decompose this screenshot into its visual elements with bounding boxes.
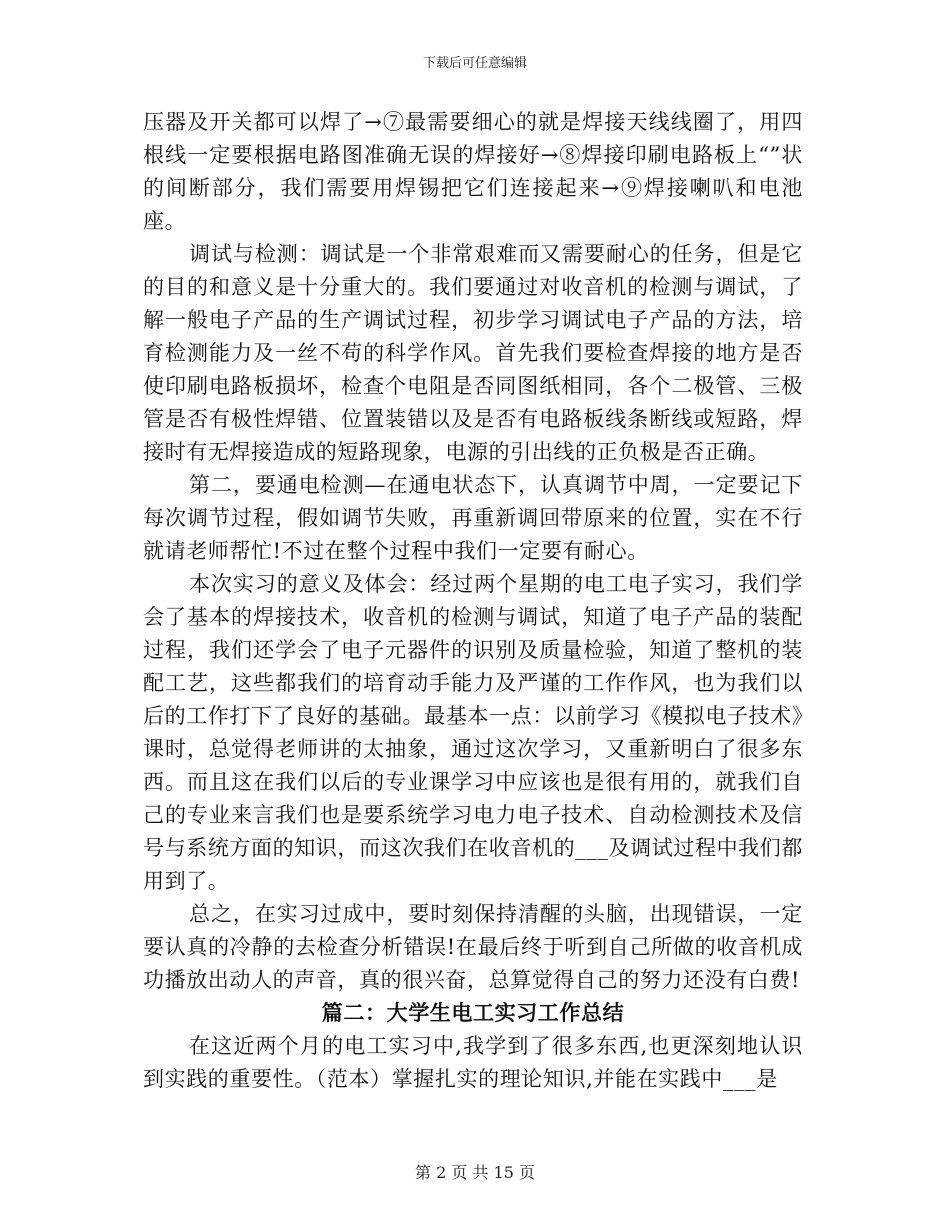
paragraph-2: 调试与检测：调试是一个非常艰难而又需要耐心的任务，但是它的目的和意义是十分重大的。我们要通过对收音机的检测与调试，了解一般电子产品的生产调试过程，初步学习调试电子产品的方法，培育检测能力及一丝不苟的科学作风。首先我们要检查焊接的地方是否使印刷电路板损坏，检查个电阻是否同图纸相同，各个二极管、三极管是否有极性焊错、位置装错以及是否有电路板线条断线或短路，焊接时有无焊接造成的短路现象，电源的引出线的正负极是否正确。: [143, 242, 803, 464]
paragraph-1: 压器及开关都可以焊了→⑦最需要细心的就是焊接天线线圈了，用四根线一定要根据电路图准确无误的焊接好→⑧焊接印刷电路板上“”状的间断部分，我们需要用焊锡把它们连接起来→⑨焊接喇叭和电池座。: [143, 110, 803, 233]
page-footer: 第 2 页 共 15 页: [415, 1163, 535, 1182]
paragraph-6: 在这近两个月的电工实习中,我学到了很多东西,也更深刻地认识到实践的重要性。（范本）掌握扎实的理论知识,并能在实践中___是: [143, 1034, 803, 1091]
paragraph-5: 总之，在实习过成中，要时刻保持清醒的头脑，出现错误，一定要认真的冷静的去检查分析错误!在最后终于听到自己所做的收音机成功播放出动人的声音，真的很兴奋，总算觉得自己的努力还没有白费!: [143, 902, 803, 992]
paragraph-3: 第二，要通电检测—在通电状态下，认真调节中周，一定要记下每次调节过程，假如调节失败，再重新调回带原来的位置，实在不行就请老师帮忙!不过在整个过程中我们一定要有耐心。: [143, 473, 803, 563]
paragraph-4: 本次实习的意义及体会：经过两个星期的电工电子实习，我们学会了基本的焊接技术，收音机的检测与调试，知道了电子产品的装配过程，我们还学会了电子元器件的识别及质量检验，知道了整机的装配工艺，这些都我们的培育动手能力及严谨的工作作风，也为我们以后的工作打下了良好的基础。最基本一点：以前学习《模拟电子技术》课时，总觉得老师讲的太抽象，通过这次学习，又重新明白了很多东西。而且这在我们以后的专业课学习中应该也是很有用的，就我们自己的专业来言我们也是要系统学习电力电子技术、自动检测技术及信号与系统方面的知识，而这次我们在收音机的___及调试过程中我们都用到了。: [143, 572, 803, 893]
section-title: 篇二：大学生电工实习工作总结: [321, 1001, 625, 1025]
page-header: 下载后可任意编辑: [422, 56, 527, 71]
document-body: [143, 106, 803, 1096]
